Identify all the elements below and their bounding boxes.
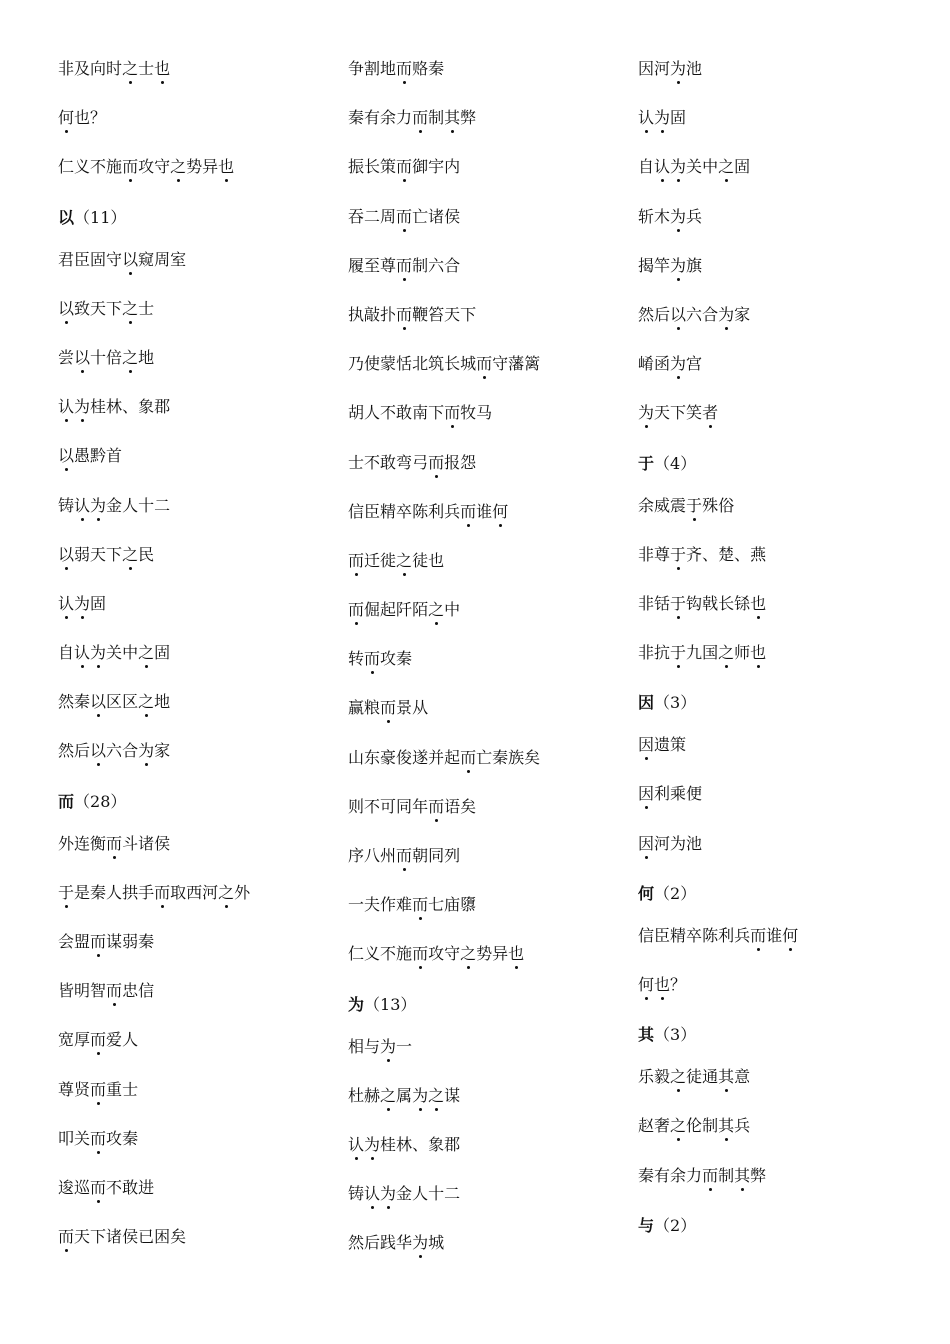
heading-char: 何 (638, 883, 655, 903)
emphasis-dot-char: 也 (508, 944, 525, 964)
emphasis-dot-char: 之 (380, 1085, 397, 1105)
emphasis-dot-char: 认 (364, 1184, 381, 1204)
example-line: 执敲扑而鞭笞天下 (348, 304, 477, 324)
heading-count: （13） (364, 994, 417, 1014)
heading-char: 因 (638, 693, 655, 713)
emphasis-dot-char: 为 (670, 206, 687, 226)
example-line: 尊贤而重士 (58, 1079, 139, 1099)
heading-char: 以 (58, 207, 75, 227)
emphasis-dot-char: 为 (654, 108, 671, 128)
example-line: 非铦于钩戟长铩也 (638, 593, 767, 613)
emphasis-dot-char: 而 (348, 550, 365, 570)
emphasis-dot-char: 而 (428, 796, 445, 816)
example-line: 皆明智而忠信 (58, 981, 155, 1001)
example-line: 乃使蒙恬北筑长城而守藩篱 (348, 354, 541, 374)
example-line: 揭竿为旗 (638, 255, 703, 275)
example-line: 于是秦人拱手而取西河之外 (58, 882, 251, 902)
emphasis-dot-char: 以 (90, 692, 107, 712)
emphasis-dot-char: 何 (638, 975, 655, 994)
example-line: 履至尊而制六合 (348, 255, 461, 275)
emphasis-dot-char: 之 (122, 298, 139, 318)
emphasis-dot-char: 而 (396, 304, 413, 324)
example-line: 赢粮而景从 (348, 698, 429, 718)
example-line: 铸认为金人十二 (58, 495, 171, 515)
emphasis-dot-char: 于 (670, 544, 687, 564)
example-line: 崤函为宫 (638, 354, 703, 374)
heading-char: 其 (638, 1025, 655, 1045)
emphasis-dot-char: 认 (58, 593, 75, 613)
example-line: 转而攻秦 (348, 649, 413, 669)
emphasis-dot-char: 而 (106, 981, 123, 1001)
example-line: 认为桂林、象郡 (58, 397, 171, 417)
example-line: 尝以十倍之地 (58, 347, 155, 367)
example-line: 一夫作难而七庙隳 (348, 895, 477, 915)
emphasis-dot-char: 而 (460, 747, 477, 767)
heading-char: 与 (638, 1215, 655, 1235)
section-heading (58, 206, 328, 249)
emphasis-dot-char: 以 (58, 298, 75, 318)
emphasis-dot-char: 因 (638, 833, 655, 853)
heading-char: 为 (348, 994, 365, 1014)
emphasis-dot-char: 为 (364, 1134, 381, 1154)
emphasis-dot-char: 为 (670, 59, 687, 78)
emphasis-dot-char: 之 (718, 643, 735, 663)
example-line: 仁义不施而攻守之势异也 (58, 157, 235, 177)
emphasis-dot-char: 何 (782, 925, 799, 945)
example-line: 外连衡而斗诸侯 (58, 833, 171, 853)
emphasis-dot-char: 而 (90, 1128, 107, 1148)
emphasis-dot-char: 也 (750, 643, 767, 663)
emphasis-dot-char: 其 (718, 1116, 735, 1136)
example-line: 然后践华为城 (348, 1233, 445, 1253)
emphasis-dot-char: 于 (670, 643, 687, 663)
emphasis-dot-char: 而 (90, 1177, 107, 1197)
emphasis-dot-char: 也 (750, 593, 767, 613)
column-1 (58, 58, 328, 1275)
example-line: 非尊于齐、楚、燕 (638, 544, 767, 564)
example-line: 以致天下之士 (58, 298, 155, 318)
emphasis-dot-char: 因 (638, 784, 655, 804)
emphasis-dot-char: 也 (654, 975, 671, 994)
example-line: 仁义不施而攻守之势异也 (348, 944, 525, 964)
column-3 (638, 58, 908, 1257)
example-line: 则不可同年而语矣 (348, 796, 477, 816)
emphasis-dot-char: 也 (218, 157, 235, 177)
emphasis-dot-char: 以 (90, 741, 107, 761)
emphasis-dot-char: 为 (138, 741, 155, 761)
emphasis-dot-char: 何 (58, 108, 75, 128)
emphasis-dot-char: 于 (686, 495, 703, 515)
emphasis-dot-char: 而 (428, 452, 445, 472)
emphasis-dot-char: 而 (412, 108, 429, 128)
example-line: 胡人不敢南下而牧马 (348, 403, 493, 423)
example-line: 为天下笑者 (638, 403, 719, 423)
example-line: 秦有余力而制其弊 (348, 108, 477, 128)
example-line: 然秦以区区之地 (58, 692, 171, 712)
emphasis-dot-char: 为 (718, 304, 735, 324)
emphasis-dot-char: 之 (396, 550, 413, 570)
example-line: 逡巡而不敢进 (58, 1177, 155, 1197)
example-line: 而天下诸侯已困矣 (58, 1227, 187, 1247)
emphasis-dot-char: 认 (638, 108, 655, 128)
emphasis-dot-char: 而 (396, 157, 413, 177)
example-line: 争割地而赂秦 (348, 59, 445, 78)
emphasis-dot-char: 而 (396, 846, 413, 865)
emphasis-dot-char: 之 (122, 544, 139, 564)
heading-char: 于 (638, 453, 655, 473)
heading-count: （11） (74, 207, 127, 227)
emphasis-dot-char: 而 (396, 255, 413, 275)
emphasis-dot-char: 为 (380, 1184, 397, 1204)
emphasis-dot-char: 而 (154, 882, 171, 902)
example-line: 振长策而御宇内 (348, 157, 461, 177)
emphasis-dot-char: 以 (58, 544, 75, 564)
heading-count: （2） (654, 1215, 697, 1235)
example-line: 相与为一 (348, 1036, 413, 1056)
emphasis-dot-char: 以 (670, 304, 687, 324)
emphasis-dot-char: 为 (670, 255, 687, 275)
example-line: 以弱天下之民 (58, 544, 155, 564)
emphasis-dot-char: 为 (638, 403, 655, 423)
example-line: 信臣精卒陈利兵而谁何 (638, 925, 799, 945)
emphasis-dot-char: 何 (492, 501, 509, 521)
emphasis-dot-char: 为 (412, 1085, 429, 1105)
example-line: 杜赫之属为之谋 (348, 1085, 461, 1105)
emphasis-dot-char: 其 (718, 1067, 735, 1087)
emphasis-dot-char: 而 (444, 403, 461, 423)
emphasis-dot-char: 以 (122, 249, 139, 269)
emphasis-dot-char: 为 (74, 397, 91, 417)
emphasis-dot-char: 之 (170, 157, 187, 177)
heading-count: （3） (654, 693, 697, 713)
emphasis-dot-char: 者 (702, 403, 719, 423)
emphasis-dot-char: 之 (460, 944, 477, 964)
example-line: 赵奢之伦制其兵 (638, 1116, 751, 1136)
heading-count: （28） (74, 791, 127, 811)
emphasis-dot-char: 之 (670, 1116, 687, 1136)
emphasis-dot-char: 之 (428, 600, 445, 620)
emphasis-dot-char: 而 (364, 649, 381, 669)
example-line: 自认为关中之固 (58, 643, 171, 663)
example-line: 君臣固守以窥周室 (58, 249, 187, 269)
example-line: 余威震于殊俗 (638, 495, 735, 515)
example-line: 因利乘便 (638, 784, 703, 804)
example-line: 士不敢弯弓而报怨 (348, 452, 477, 472)
emphasis-dot-char: 认 (74, 495, 91, 515)
example-line: 乐毅之徒通其意 (638, 1067, 751, 1087)
emphasis-dot-char: 而 (396, 206, 413, 226)
emphasis-dot-char: 为 (90, 643, 107, 663)
example-line: 序八州而朝同列 (348, 846, 461, 865)
example-line: 因河为池 (638, 59, 703, 78)
example-line: 会盟而谋弱秦 (58, 932, 155, 951)
emphasis-dot-char: 而 (412, 895, 429, 915)
emphasis-dot-char: 之 (138, 692, 155, 712)
example-line: 宽厚而爱人 (58, 1030, 139, 1050)
emphasis-dot-char: 之 (138, 643, 155, 663)
emphasis-dot-char: 之 (670, 1067, 687, 1087)
example-line: 铸认为金人十二 (348, 1184, 461, 1204)
example-line: 信臣精卒陈利兵而谁何 (348, 501, 509, 521)
emphasis-dot-char: 而 (90, 1079, 107, 1099)
emphasis-dot-char: 为 (90, 495, 107, 515)
column-2 (348, 58, 618, 1282)
emphasis-dot-char: 以 (58, 446, 75, 466)
emphasis-dot-char: 于 (58, 882, 75, 902)
emphasis-dot-char: 其 (734, 1165, 751, 1185)
heading-count: （4） (654, 453, 697, 473)
emphasis-dot-char: 而 (460, 501, 477, 521)
emphasis-dot-char: 为 (74, 593, 91, 613)
emphasis-dot-char: 也 (154, 59, 171, 78)
emphasis-dot-char: 认 (74, 643, 91, 663)
emphasis-dot-char: 而 (106, 833, 123, 853)
example-line: 叩关而攻秦 (58, 1128, 139, 1148)
emphasis-dot-char: 而 (90, 1030, 107, 1050)
emphasis-dot-char: 于 (670, 593, 687, 613)
emphasis-dot-char: 为 (412, 1233, 429, 1253)
example-line: 因河为池 (638, 833, 703, 853)
emphasis-dot-char: 其 (444, 108, 461, 128)
emphasis-dot-char: 而 (750, 925, 767, 945)
emphasis-dot-char: 以 (74, 347, 91, 367)
emphasis-dot-char: 而 (122, 157, 139, 177)
example-line: 因遗策 (638, 735, 687, 755)
section-heading (638, 1023, 908, 1066)
example-line: 何也？ (638, 975, 687, 994)
heading-char: 而 (58, 791, 75, 811)
section-heading (638, 1214, 908, 1257)
example-line: 然后以六合为家 (58, 741, 171, 761)
example-line: 山东豪俊遂并起而亡秦族矣 (348, 747, 541, 767)
emphasis-dot-char: 为 (670, 157, 687, 177)
example-line: 非及向时之士也 (58, 59, 171, 78)
section-heading (638, 691, 908, 734)
emphasis-dot-char: 认 (348, 1134, 365, 1154)
emphasis-dot-char: 之 (122, 59, 139, 78)
heading-count: （2） (654, 883, 697, 903)
example-line: 认为桂林、象郡 (348, 1134, 461, 1154)
emphasis-dot-char: 而 (380, 698, 397, 718)
emphasis-dot-char: 而 (412, 944, 429, 964)
emphasis-dot-char: 认 (654, 157, 671, 177)
section-heading (348, 993, 618, 1036)
emphasis-dot-char: 为 (380, 1036, 397, 1056)
example-line: 秦有余力而制其弊 (638, 1165, 767, 1185)
emphasis-dot-char: 而 (58, 1227, 75, 1247)
emphasis-dot-char: 之 (218, 882, 235, 902)
example-line: 而迁徙之徒也 (348, 550, 445, 570)
example-line: 斩木为兵 (638, 206, 703, 226)
emphasis-dot-char: 认 (58, 397, 75, 417)
section-heading (638, 452, 908, 495)
heading-count: （3） (654, 1025, 697, 1045)
emphasis-dot-char: 而 (348, 600, 365, 620)
section-heading (58, 790, 328, 833)
emphasis-dot-char: 因 (638, 735, 655, 755)
emphasis-dot-char: 而 (90, 932, 107, 951)
section-heading (638, 882, 908, 925)
example-line: 以愚黔首 (58, 446, 123, 466)
example-line: 非抗于九国之师也 (638, 643, 767, 663)
example-line: 何也？ (58, 108, 107, 128)
example-line: 自认为关中之固 (638, 157, 751, 177)
emphasis-dot-char: 之 (122, 347, 139, 367)
emphasis-dot-char: 之 (428, 1085, 445, 1105)
emphasis-dot-char: 而 (476, 354, 493, 374)
example-line: 认为固 (638, 108, 687, 128)
emphasis-dot-char: 为 (670, 354, 687, 374)
emphasis-dot-char: 之 (718, 157, 735, 177)
example-line: 吞二周而亡诸侯 (348, 206, 461, 226)
example-line: 认为固 (58, 593, 107, 613)
example-line: 然后以六合为家 (638, 304, 751, 324)
emphasis-dot-char: 而 (702, 1165, 719, 1185)
example-line: 而倔起阡陌之中 (348, 600, 461, 620)
emphasis-dot-char: 而 (396, 59, 413, 78)
